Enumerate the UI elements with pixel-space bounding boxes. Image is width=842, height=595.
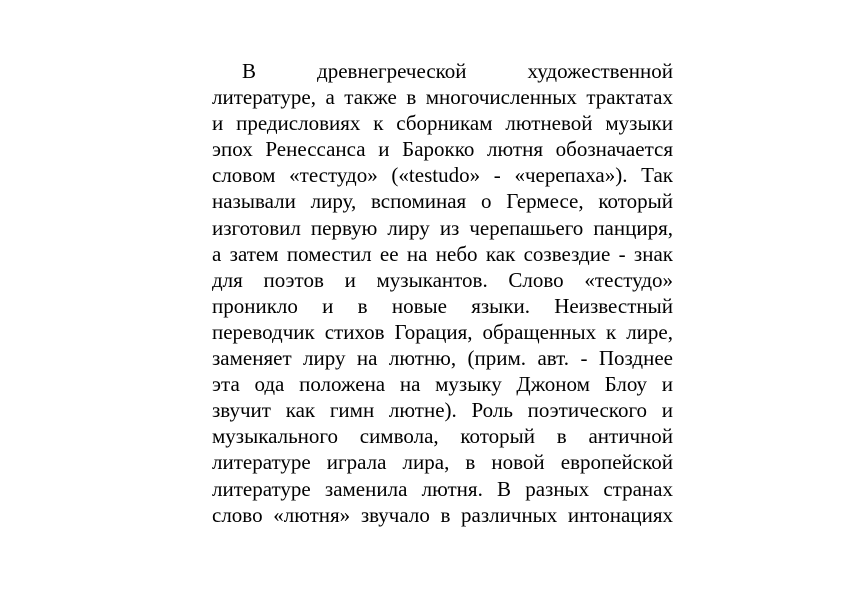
paragraph-line: эта ода положена на музыку Джоном Блоу и: [212, 372, 673, 397]
paragraph-line: изготовил первую лиру из черепашьего панциря,: [212, 215, 673, 240]
paragraph-line: называли лиру, вспоминая о Гермесе, который: [212, 189, 673, 214]
paragraph-line: переводчик стихов Горация, обращенных к лире,: [212, 319, 673, 344]
paragraph-line: и предисловиях к сборникам лютневой музыки: [212, 111, 673, 136]
paragraph-line: слово «лютня» звучало в различных интонациях: [212, 502, 673, 527]
paragraph-line: звучит как гимн лютне). Роль поэтического и: [212, 398, 673, 423]
paragraph-line: литературе играла лира, в новой европейской: [212, 450, 673, 475]
paragraph-line: заменяет лиру на лютню, (прим. авт. - Позднее: [212, 346, 673, 371]
paragraph-line: словом «тестудо» («testudo» - «черепаха»). Так: [212, 163, 673, 188]
paragraph-line: В древнегреческой художественной: [242, 59, 673, 83]
paragraph-line: а затем поместил ее на небо как созвездие - знак: [212, 241, 673, 266]
paragraph-line: музыкального символа, который в античной: [212, 424, 673, 449]
paragraph-line: проникло и в новые языки. Неизвестный: [212, 293, 673, 318]
paragraph-line: для поэтов и музыкантов. Слово «тестудо»: [212, 267, 673, 292]
body-paragraph: [212, 58, 673, 528]
paragraph-line: литературе заменила лютня. В разных странах: [212, 476, 673, 501]
paragraph-line: эпох Ренессанса и Барокко лютня обозначается: [212, 137, 673, 162]
paragraph-line: литературе, а также в многочисленных трактатах: [212, 85, 673, 110]
